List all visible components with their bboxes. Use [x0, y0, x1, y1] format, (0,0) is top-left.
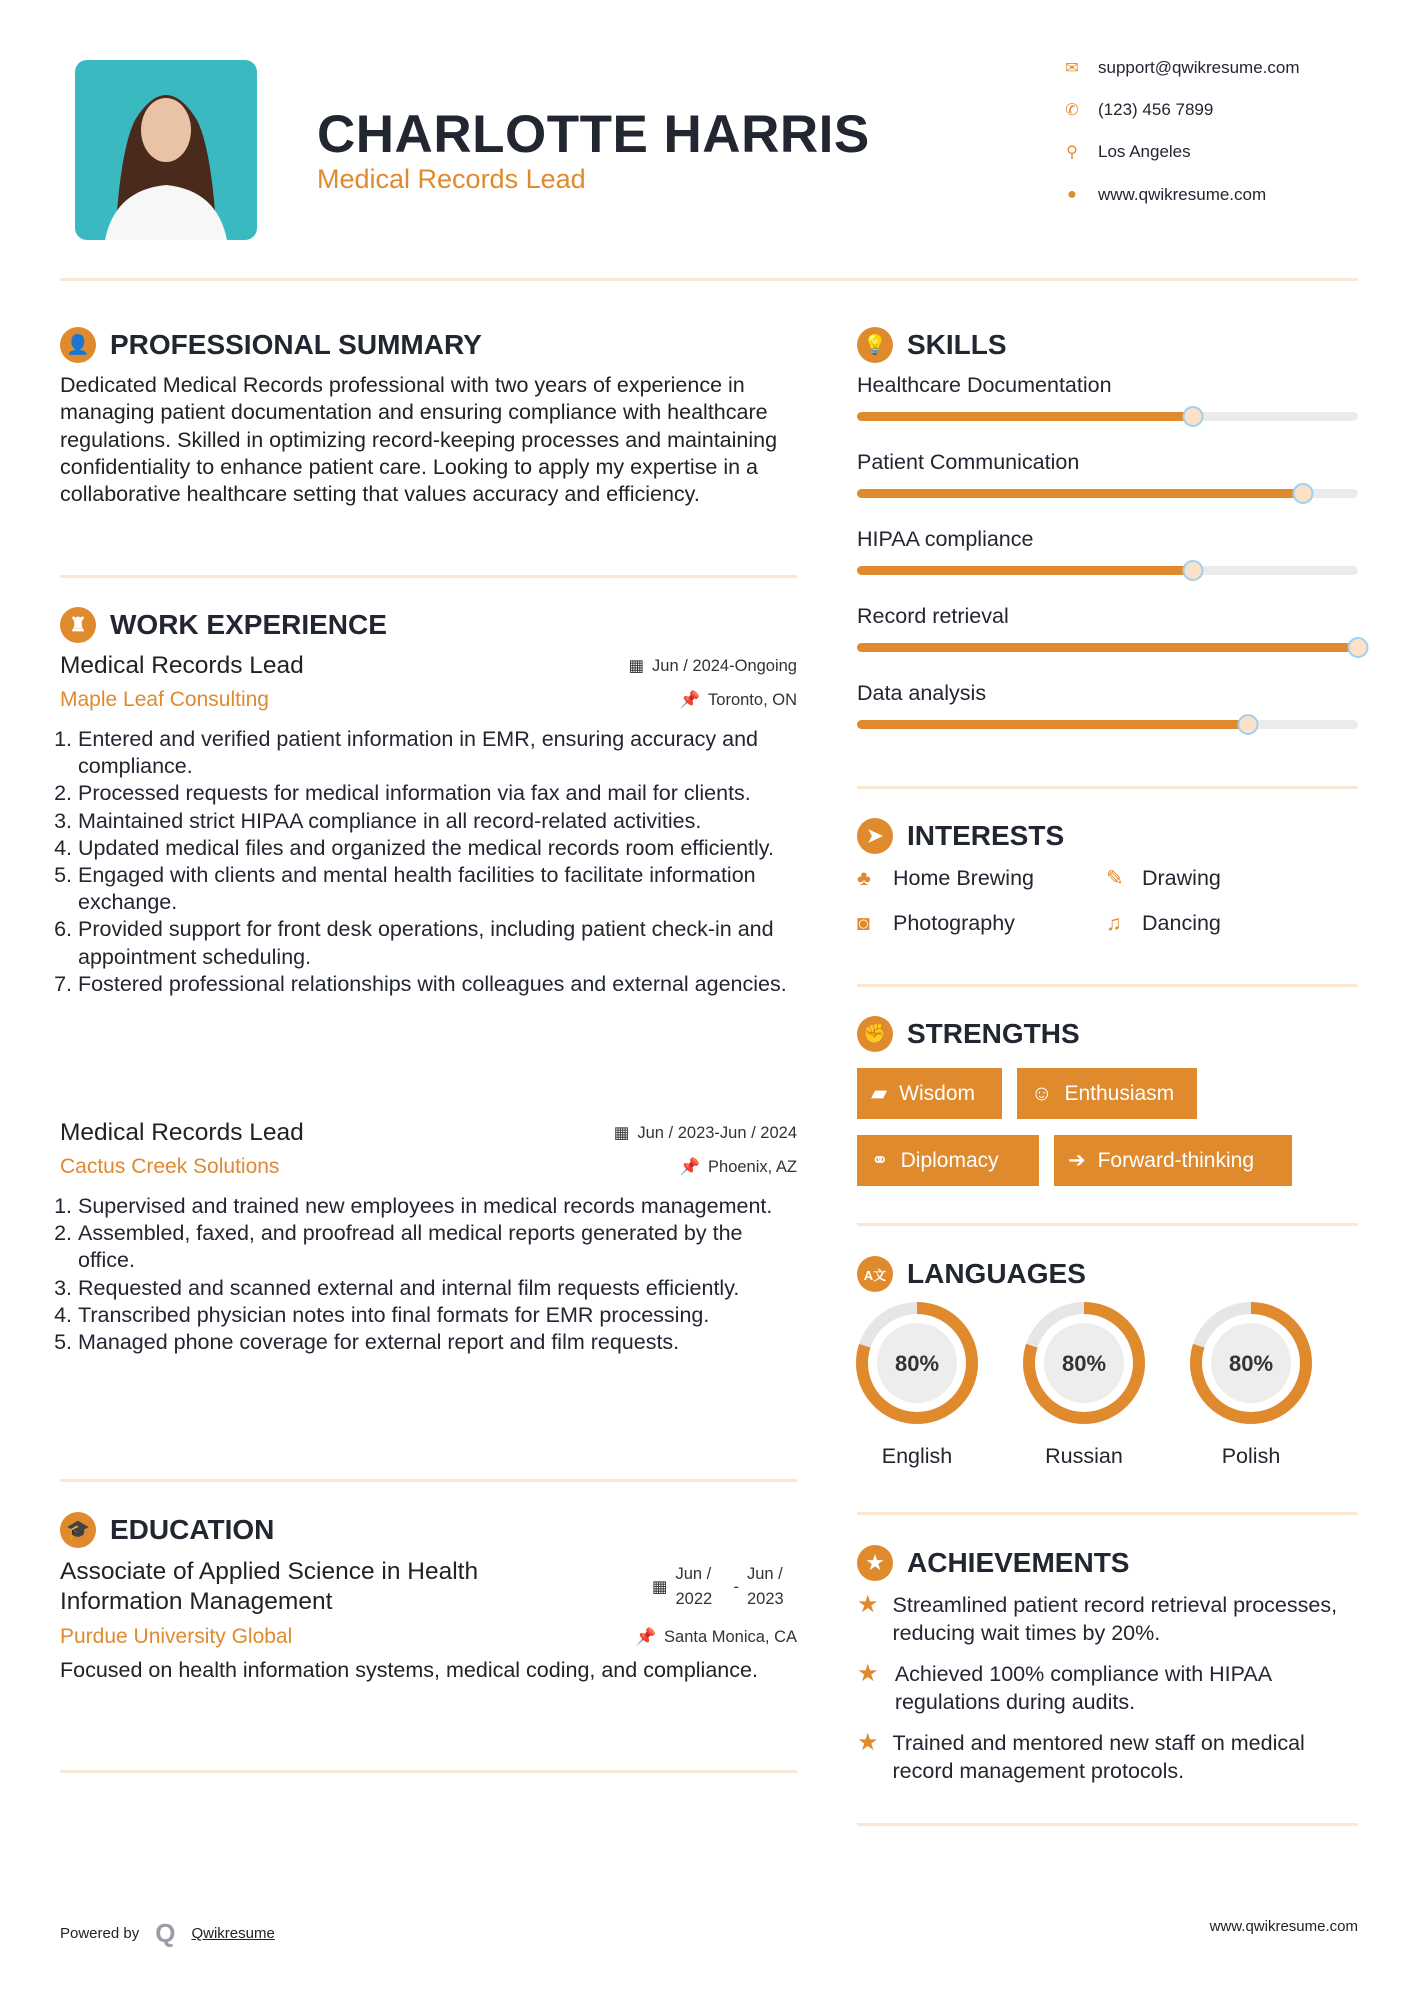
lightbulb-icon: 💡	[857, 327, 893, 363]
interest-item	[857, 911, 1015, 936]
paper-plane-icon: ➤	[857, 818, 893, 854]
achievement-text: Streamlined patient record retrieval processes, reducing wait times by 20%.	[892, 1593, 1338, 1645]
divider	[60, 575, 797, 578]
strength-label: Wisdom	[899, 1081, 975, 1105]
job-location	[679, 1158, 797, 1177]
divider	[60, 1770, 797, 1773]
skill-fill	[857, 412, 1193, 421]
skill-bar	[857, 566, 1358, 575]
pin-icon: 📌	[679, 1157, 701, 1176]
skill-fill	[857, 566, 1193, 575]
list-item: 2. Assembled, faxed, and proofread all medical reports generated by the office.	[78, 1220, 797, 1274]
start-date: Jun / 2022	[675, 1565, 713, 1608]
list-item: 3. Maintained strict HIPAA compliance in all record-related activities.	[78, 808, 797, 835]
summary-heading	[60, 327, 482, 363]
smile-icon: ☺	[1031, 1081, 1053, 1105]
candidate-name: CHARLOTTE HARRIS	[317, 105, 870, 164]
achievement-item	[857, 1591, 1358, 1647]
skill-label: Patient Communication	[857, 450, 1080, 474]
education-description: Focused on health information systems, medical coding, and compliance.	[60, 1658, 758, 1682]
section-title: PROFESSIONAL SUMMARY	[110, 329, 482, 360]
camera-icon: ◙	[857, 911, 870, 935]
job-title: Medical Records Lead	[60, 1119, 304, 1146]
section-title: INTERESTS	[907, 820, 1065, 851]
language-ring	[1189, 1301, 1313, 1425]
language-label: Russian	[1045, 1444, 1123, 1468]
skill-thumb	[1182, 560, 1203, 581]
calendar-icon: ▦	[628, 657, 645, 675]
strength-label: Diplomacy	[900, 1148, 999, 1172]
list-item: 1. Supervised and trained new employees in medical records management.	[78, 1193, 797, 1220]
section-title: EDUCATION	[110, 1514, 275, 1545]
interest-label: Dancing	[1142, 911, 1221, 935]
skill-item	[857, 604, 1358, 681]
interest-item	[1106, 911, 1221, 936]
contact-text: support@qwikresume.com	[1098, 58, 1300, 77]
job-duties	[60, 1193, 797, 1356]
section-title: SKILLS	[907, 329, 1007, 360]
skill-label: Record retrieval	[857, 604, 1009, 628]
pencil-icon: ✎	[1106, 867, 1124, 890]
skill-item	[857, 373, 1358, 450]
job-title: Medical Records Lead	[60, 652, 304, 679]
languages-list	[855, 1301, 1313, 1469]
education-entry	[60, 1557, 797, 1684]
strength-badge	[1054, 1135, 1292, 1186]
interest-label: Drawing	[1142, 866, 1221, 890]
company-name: Cactus Creek Solutions	[60, 1155, 280, 1178]
interest-item	[857, 866, 1034, 891]
location-text: Phoenix, AZ	[708, 1157, 797, 1176]
strength-label: Enthusiasm	[1064, 1081, 1175, 1105]
job-date	[614, 1123, 797, 1143]
divider	[857, 1823, 1358, 1826]
list-item: 5. Engaged with clients and mental health facilities to facilitate information exchange.	[78, 862, 797, 916]
skill-thumb	[1348, 637, 1369, 658]
contact-phone[interactable]	[1062, 100, 1213, 120]
languages-heading	[857, 1256, 1086, 1292]
language-percent: 80%	[1061, 1351, 1107, 1376]
divider	[857, 1512, 1358, 1515]
section-title: ACHIEVEMENTS	[907, 1547, 1130, 1578]
interest-label: Photography	[893, 911, 1015, 935]
language-ring	[1022, 1301, 1146, 1425]
chair-icon: ♜	[60, 607, 96, 643]
skill-item	[857, 450, 1358, 527]
skill-fill	[857, 643, 1358, 652]
achievement-text: Trained and mentored new staff on medical record management protocols.	[892, 1731, 1305, 1783]
job-date	[628, 656, 797, 676]
contact-website[interactable]	[1062, 185, 1266, 205]
profile-photo	[75, 60, 257, 240]
end-date: Jun / 2023	[747, 1565, 784, 1608]
star-badge-icon: ★	[857, 1545, 893, 1581]
list-item: 7. Fostered professional relationships with colleagues and external agencies.	[78, 971, 797, 998]
achievements-heading	[857, 1545, 1129, 1581]
shooting-star-icon: ★	[857, 1729, 879, 1756]
interest-item	[1106, 866, 1221, 891]
calendar-icon: ▦	[651, 1577, 668, 1596]
strengths-heading	[857, 1016, 1080, 1052]
footer-website[interactable]: www.qwikresume.com	[1209, 1918, 1358, 1935]
education-date	[652, 1557, 797, 1617]
strength-badge	[1017, 1068, 1197, 1119]
interests-heading	[857, 818, 1064, 854]
footer-powered	[60, 1918, 275, 1949]
book-icon: ▰	[871, 1082, 888, 1105]
list-item: 1. Entered and verified patient information in EMR, ensuring accuracy and compliance.	[78, 726, 797, 780]
strength-badge	[857, 1068, 1002, 1119]
fist-icon: ✊	[857, 1016, 893, 1052]
interest-label: Home Brewing	[893, 866, 1034, 890]
powered-by-text: Powered by	[60, 1925, 140, 1942]
language-percent: 80%	[894, 1351, 940, 1376]
language-item	[1189, 1301, 1313, 1469]
location-text: Toronto, ON	[708, 690, 797, 709]
qwikresume-link[interactable]: Qwikresume	[191, 1925, 275, 1942]
work-heading	[60, 607, 387, 643]
skills-list	[857, 373, 1358, 758]
map-pin-icon: ⚲	[1066, 144, 1078, 161]
skills-heading	[857, 327, 1007, 363]
skill-bar	[857, 412, 1358, 421]
date-text: Jun / 2023-Jun / 2024	[637, 1123, 797, 1142]
contact-text: (123) 456 7899	[1098, 100, 1214, 119]
degree-title: Associate of Applied Science in Health Information Management	[60, 1558, 479, 1615]
location-text: Santa Monica, CA	[664, 1627, 797, 1646]
pin-icon: 📌	[679, 690, 701, 709]
skill-label: HIPAA compliance	[857, 527, 1034, 551]
skill-label: Data analysis	[857, 681, 987, 705]
skill-thumb	[1292, 483, 1313, 504]
skill-bar	[857, 720, 1358, 729]
shooting-star-icon: ★	[857, 1591, 879, 1618]
divider	[857, 1223, 1358, 1226]
contact-email[interactable]	[1062, 58, 1300, 78]
list-item: 6. Provided support for front desk operations, including patient check-in and appointment scheduling.	[78, 916, 797, 970]
school-name: Purdue University Global	[60, 1625, 293, 1648]
contact-text: www.qwikresume.com	[1098, 185, 1267, 204]
skill-item	[857, 527, 1358, 604]
skill-fill	[857, 720, 1248, 729]
date-text: Jun / 2024-Ongoing	[652, 656, 797, 675]
contact-text: Los Angeles	[1098, 142, 1191, 161]
strength-label: Forward-thinking	[1097, 1148, 1255, 1172]
summary-text: Dedicated Medical Records professional with two years of experience in managing patient documentation and ensuring compliance with healthcare regulations. Skilled in optimizing record-keeping processes and maintaining confidentiality to enhance patient care. Looking to apply my expertise in a collaborative healthcare setting that values accuracy and efficiency.	[60, 373, 778, 507]
pin-icon: 📌	[635, 1627, 657, 1646]
section-title: LANGUAGES	[907, 1258, 1086, 1289]
candidate-role: Medical Records Lead	[317, 164, 586, 194]
achievements-list	[857, 1591, 1358, 1785]
date-separator: -	[733, 1577, 739, 1596]
achievement-item	[857, 1729, 1358, 1785]
calendar-icon: ▦	[613, 1124, 630, 1142]
skill-item	[857, 681, 1358, 758]
achievement-item	[857, 1660, 1358, 1716]
education-location	[635, 1628, 797, 1647]
skill-bar	[857, 643, 1358, 652]
language-label: Polish	[1221, 1444, 1281, 1468]
job-location	[679, 691, 797, 710]
language-percent: 80%	[1228, 1351, 1274, 1376]
list-item: 4. Updated medical files and organized the medical records room efficiently.	[78, 835, 797, 862]
qwikresume-logo-icon: Q	[155, 1918, 176, 1948]
list-item: 5. Managed phone coverage for external report and film requests.	[78, 1329, 797, 1356]
education-heading	[60, 1512, 274, 1548]
divider	[60, 1479, 797, 1482]
job-entry	[60, 1119, 797, 1356]
phone-icon: ✆	[1065, 102, 1079, 119]
skill-fill	[857, 489, 1303, 498]
user-icon: 👤	[60, 327, 96, 363]
language-item	[1022, 1301, 1146, 1469]
company-name: Maple Leaf Consulting	[60, 688, 269, 711]
divider	[857, 786, 1358, 789]
list-item: 3. Requested and scanned external and internal film requests efficiently.	[78, 1275, 797, 1302]
handshake-icon: ⚭	[871, 1149, 889, 1172]
globe-icon: ●	[1067, 186, 1077, 203]
language-ring	[855, 1301, 979, 1425]
section-title: STRENGTHS	[907, 1018, 1080, 1049]
section-title: WORK EXPERIENCE	[110, 609, 387, 640]
translate-icon: A文	[857, 1256, 893, 1292]
achievement-text: Achieved 100% compliance with HIPAA regulations during audits.	[894, 1662, 1271, 1714]
divider	[857, 984, 1358, 987]
list-item: 4. Transcribed physician notes into final formats for EMR processing.	[78, 1302, 797, 1329]
header-divider	[60, 278, 1358, 281]
skill-thumb	[1237, 714, 1258, 735]
strength-badge	[857, 1135, 1039, 1186]
skill-thumb	[1182, 406, 1203, 427]
language-item	[855, 1301, 979, 1469]
list-item: 2. Processed requests for medical information via fax and mail for clients.	[78, 780, 797, 807]
shooting-star-icon: ★	[857, 1660, 879, 1687]
skill-label: Healthcare Documentation	[857, 373, 1112, 397]
puzzle-icon: ♣	[857, 866, 871, 890]
job-entry	[60, 652, 797, 998]
language-label: English	[881, 1444, 953, 1468]
envelope-icon: ✉	[1065, 60, 1079, 77]
contact-location	[1062, 142, 1191, 162]
job-duties	[60, 726, 797, 998]
skill-bar	[857, 489, 1358, 498]
graduate-icon: 🎓	[60, 1512, 96, 1548]
music-note-icon: ♫	[1106, 911, 1122, 935]
arrow-right-icon: ➔	[1068, 1149, 1086, 1172]
